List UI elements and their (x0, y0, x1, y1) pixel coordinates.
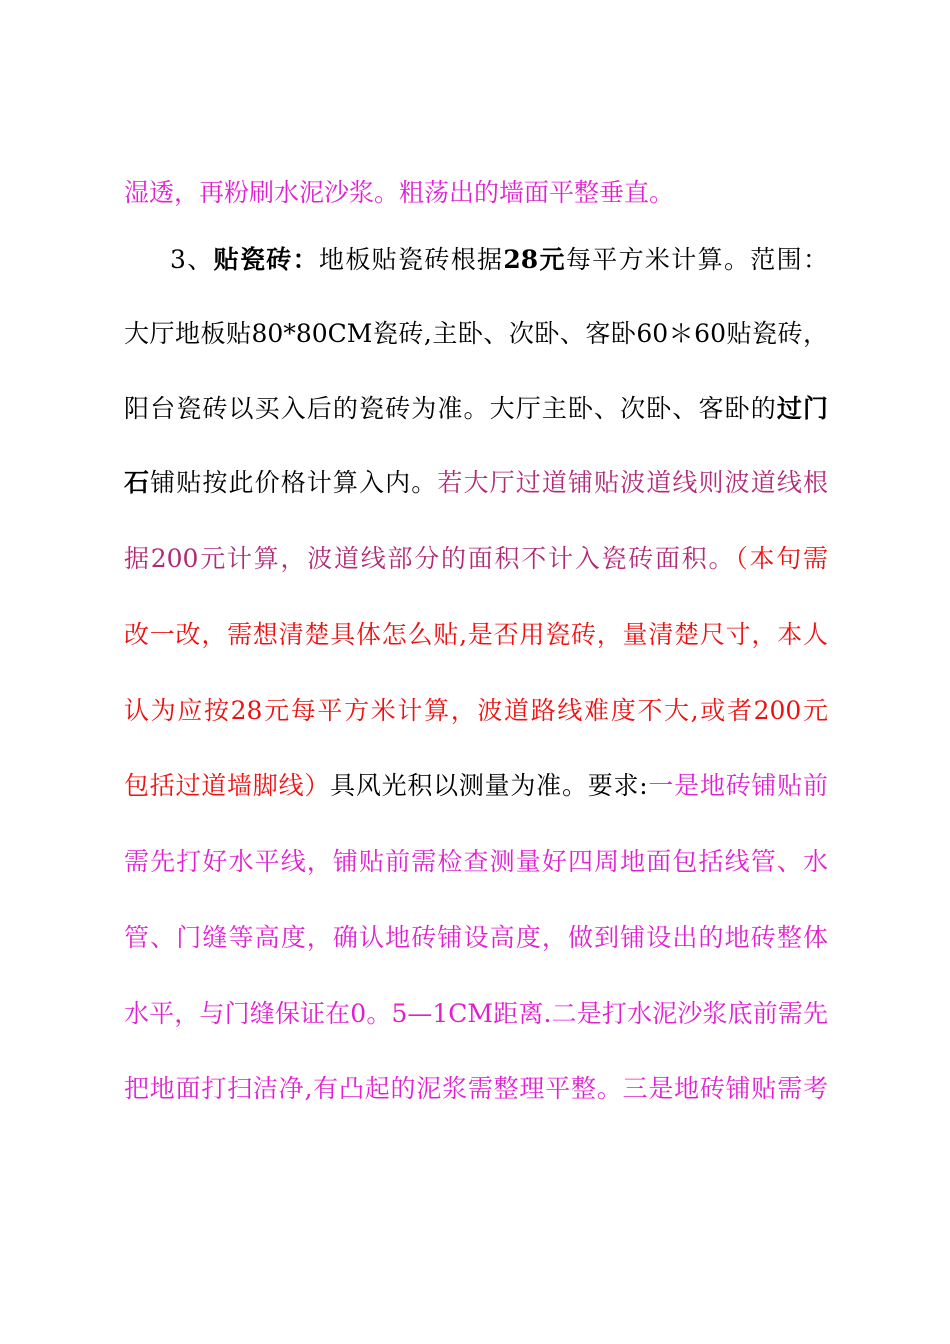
text-span: 阳台瓷砖以买入后的瓷砖为准。大厅主卧、次卧、客卧的 (124, 394, 777, 423)
paragraph-line (124, 314, 828, 354)
text-span: 每平方米计算。范围： (565, 245, 828, 274)
text-span-comment: 改一改，需想清楚具体怎么贴,是否用瓷砖，量清楚尺寸，本人 (124, 620, 828, 649)
text-span: 地板贴瓷砖根据 (318, 245, 504, 274)
text-span: 大厅地板贴80*80CM瓷砖,主卧、次卧、客卧60＊60贴瓷砖， (124, 319, 828, 348)
text-span-requirement: 管、门缝等高度，确认地砖铺设高度，做到铺设出的地砖整体 (124, 923, 828, 952)
paragraph-line (124, 389, 828, 429)
paragraph-line (124, 691, 828, 731)
paragraph-line (124, 994, 828, 1034)
paragraph-line (124, 615, 828, 655)
price-text: 28元 (503, 245, 566, 274)
paragraph-line (124, 539, 828, 579)
paragraph-line (124, 766, 828, 806)
text-span-comment: 包括过道墙脚线） (124, 771, 331, 800)
section-number: 3、 (170, 245, 214, 274)
paragraph-line (124, 463, 828, 503)
text-span-requirement: 需先打好水平线，铺贴前需检查测量好四周地面包括线管、水 (124, 847, 828, 876)
paragraph-line (124, 842, 828, 882)
paragraph-line (124, 918, 828, 958)
text-span-highlight: 据200元计算，波道线部分的面积不计入瓷砖面积。 (124, 544, 736, 573)
text-span: 具风光积以测量为准。要求: (330, 771, 648, 800)
text-span-requirement: 一是地砖铺贴前 (647, 771, 828, 800)
section-title: 贴瓷砖： (213, 245, 319, 274)
text-span-comment: （本句需 (735, 544, 828, 573)
text-span-requirement: 水平，与门缝保证在0。5—1CM距离.二是打水泥沙浆底前需先 (124, 999, 828, 1028)
text-span-bold: 石 (124, 468, 151, 497)
paragraph-line (124, 173, 828, 213)
text-span-requirement: 把地面打扫洁净,有凸起的泥浆需整理平整。三是地砖铺贴需考 (124, 1074, 828, 1103)
text-span-comment: 认为应按28元每平方米计算，波道路线难度不大,或者200元 (124, 696, 828, 725)
section-heading-line (170, 240, 828, 280)
text-span: 铺贴按此价格计算入内。 (150, 468, 438, 497)
text-span-highlight: 若大厅过道铺贴波道线则波道线根 (437, 468, 828, 497)
text-span: 湿透，再粉刷水泥沙浆。粗荡出的墙面平整垂直。 (124, 178, 675, 207)
text-span-bold: 过门 (776, 394, 828, 423)
paragraph-line (124, 1069, 828, 1109)
